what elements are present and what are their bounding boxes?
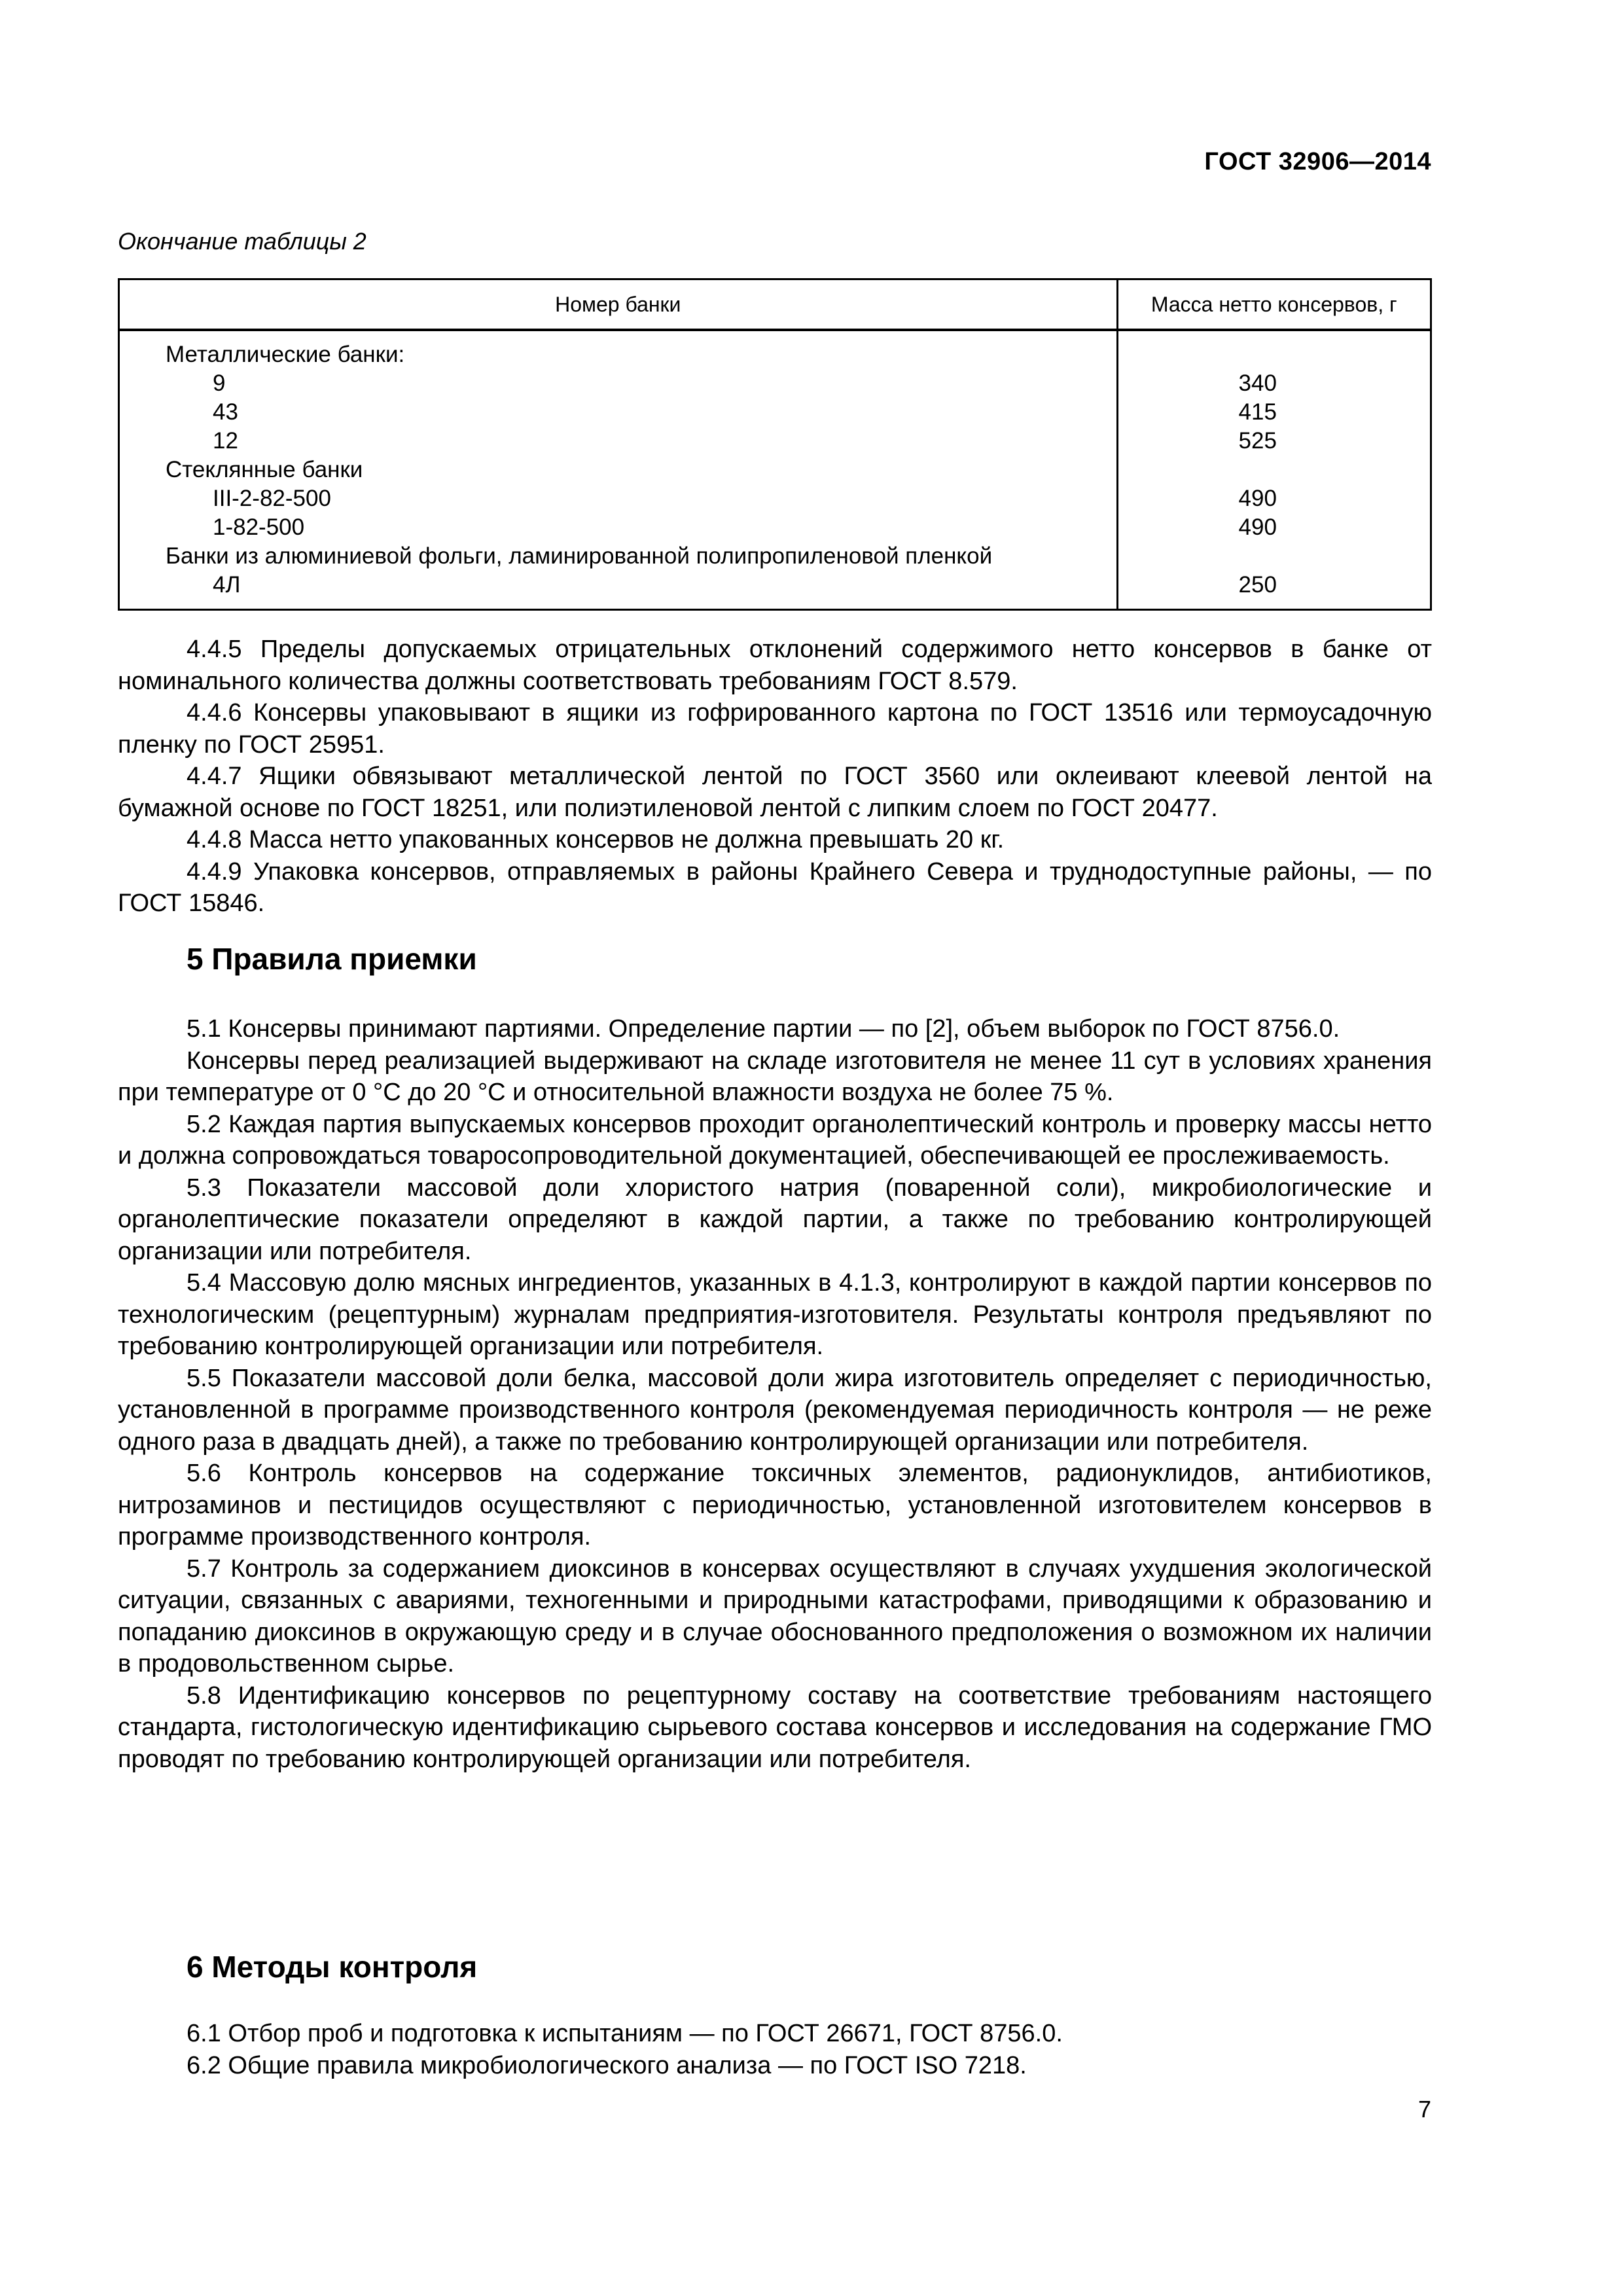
cell-can-number: Металлические банки:: [119, 330, 1118, 369]
cell-can-number: Банки из алюминиевой фольги, ламинированной полипропиленовой пленкой: [119, 542, 1118, 571]
column-header-net-mass: Масса нетто консервов, г: [1117, 279, 1431, 331]
paragraph: Консервы перед реализацией выдерживают на складе изготовителя не менее 11 сут в условиях хранения при температуре от 0 °С до 20 °С и относительной влажности воздуха не более 75 %.: [118, 1047, 1432, 1106]
cell-net-mass: [1117, 456, 1431, 484]
section-5-heading: 5 Правила приемки: [187, 942, 477, 976]
cell-can-number: Стеклянные банки: [119, 456, 1118, 484]
paragraph: 6.2 Общие правила микробиологического анализа — по ГОСТ ISO 7218.: [187, 2051, 1027, 2079]
paragraph: 4.4.5 Пределы допускаемых отрицательных отклонений содержимого нетто консервов в банке от номинального количества должны соответствовать требованиям ГОСТ 8.579.: [118, 636, 1432, 695]
paragraph: 5.7 Контроль за содержанием диоксинов в консервах осуществляют в случаях ухудшения экологической ситуации, связанных с авариями, техногенными и природными катастрофами, приводящими к образованию и попаданию диоксинов в окружающую среду и в случае обоснованного предположения о возможном их наличии в продовольственном сырье.: [118, 1554, 1432, 1677]
table-row: [119, 427, 1431, 456]
cell-net-mass: [1117, 542, 1431, 571]
document-code: ГОСТ 32906—2014: [1204, 148, 1431, 175]
section-6-text: [118, 2018, 1432, 2081]
paragraph: 4.4.7 Ящики обвязывают металлической лентой по ГОСТ 3560 или оклеивают клеевой лентой на бумажной основе по ГОСТ 18251, или полиэтиленовой лентой с липким слоем по ГОСТ 20477.: [118, 762, 1432, 822]
cell-can-number: 43: [119, 398, 1118, 427]
paragraph: 5.6 Контроль консервов на содержание токсичных элементов, радионуклидов, антибиотиков, нитрозаминов и пестицидов осуществляют с периодичностью, установленной изготовителем консервов в программе производственного контроля.: [118, 1460, 1432, 1551]
can-mass-table: [118, 278, 1432, 611]
paragraph: 4.4.8 Масса нетто упакованных консервов не должна превышать 20 кг.: [187, 826, 1005, 853]
cell-net-mass: 415: [1117, 398, 1431, 427]
cell-can-number: 1-82-500: [119, 513, 1118, 542]
cell-can-number: III-2-82-500: [119, 484, 1118, 513]
table-row: [119, 513, 1431, 542]
paragraph: 5.2 Каждая партия выпускаемых консервов проходит органолептический контроль и проверку массы нетто и должна сопровождаться товаросопроводительной документацией, обеспечивающей ее прослеживаемость.: [118, 1110, 1432, 1170]
page-number: 7: [1418, 2096, 1431, 2123]
table-caption: Окончание таблицы 2: [118, 228, 366, 255]
cell-net-mass: [1117, 330, 1431, 369]
table-body: [119, 330, 1431, 610]
paragraph: 5.8 Идентификацию консервов по рецептурному составу на соответствие требованиям настоящего стандарта, гистологическую идентификацию сырьевого состава консервов и исследования на содержание ГМО проводят по требованию контролирующей организации или потребителя.: [118, 1681, 1432, 1773]
section-6-heading: 6 Методы контроля: [187, 1950, 478, 1984]
cell-can-number: 4Л: [119, 571, 1118, 610]
column-header-can-number: Номер банки: [119, 279, 1118, 331]
paragraph: 4.4.9 Упаковка консервов, отправляемых в районы Крайнего Севера и труднодоступные районы, — по ГОСТ 15846.: [118, 857, 1432, 917]
cell-net-mass: 490: [1117, 484, 1431, 513]
paragraph: 5.3 Показатели массовой доли хлористого натрия (поваренной соли), микробиологические и органолептические показатели определяют в каждой партии, а также по требованию контролирующей организации или потребителя.: [118, 1174, 1432, 1265]
cell-net-mass: 340: [1117, 369, 1431, 398]
paragraph: 5.1 Консервы принимают партиями. Определение партии — по [2], объем выборок по ГОСТ 8756.0.: [187, 1015, 1340, 1043]
table-row: [119, 456, 1431, 484]
table-row: [119, 571, 1431, 610]
table-row: [119, 542, 1431, 571]
table-row: [119, 330, 1431, 369]
paragraph: 5.5 Показатели массовой доли белка, массовой доли жира изготовитель определяет с периодичностью, установленной в программе производственного контроля (рекомендуемая периодичность контроля — не реже одного раза в двадцать дней), а также по требованию контролирующей организации или потребителя.: [118, 1364, 1432, 1456]
table-row: [119, 484, 1431, 513]
cell-net-mass: 490: [1117, 513, 1431, 542]
cell-can-number: 9: [119, 369, 1118, 398]
table-row: [119, 369, 1431, 398]
paragraph: 6.1 Отбор проб и подготовка к испытаниям — по ГОСТ 26671, ГОСТ 8756.0.: [187, 2020, 1063, 2047]
paragraph: 5.4 Массовую долю мясных ингредиентов, указанных в 4.1.3, контролируют в каждой партии консервов по технологическим (рецептурным) журналам предприятия-изготовителя. Результаты контроля предъявляют по требованию контролирующей организации или потребителя.: [118, 1269, 1432, 1360]
paragraph: 4.4.6 Консервы упаковывают в ящики из гофрированного картона по ГОСТ 13516 или термоусадочную пленку по ГОСТ 25951.: [118, 699, 1432, 759]
cell-can-number: 12: [119, 427, 1118, 456]
table-row: [119, 398, 1431, 427]
cell-net-mass: 525: [1117, 427, 1431, 456]
section-4-text: [118, 634, 1432, 920]
cell-net-mass: 250: [1117, 571, 1431, 610]
section-5-text: [118, 1013, 1432, 1775]
